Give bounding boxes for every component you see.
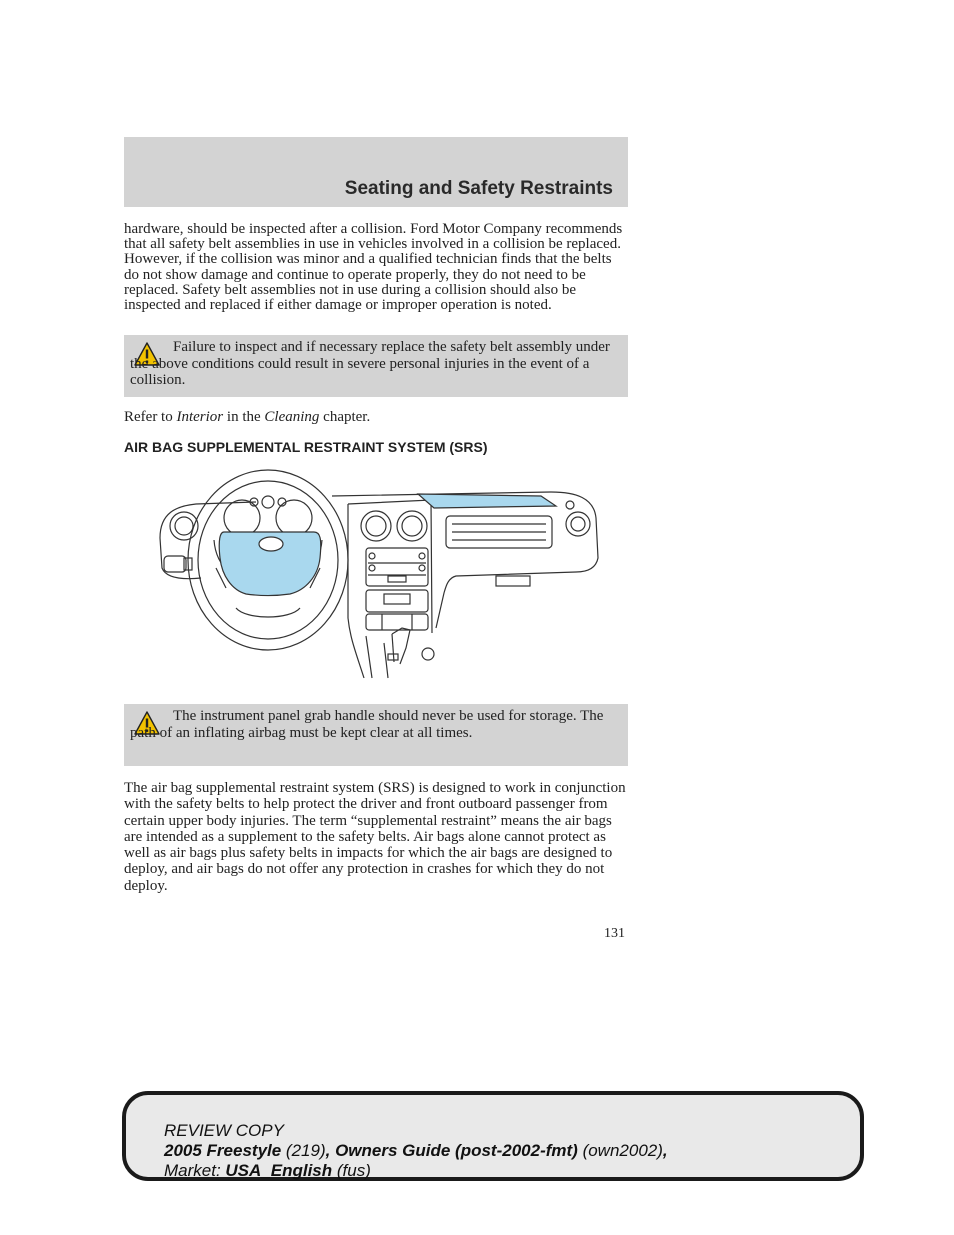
guide-name: Owners Guide (post-2002-fmt) [335,1141,578,1160]
refer-line [124,409,628,426]
section-heading: AIR BAG SUPPLEMENTAL RESTRAINT SYSTEM (SRS) [124,439,488,455]
dashboard-airbag-illustration [156,468,602,680]
model-name: 2005 Freestyle [164,1141,282,1160]
warning-box-2 [124,704,628,766]
chapter-header [124,137,628,207]
model-code: (219) [281,1141,326,1160]
intro-paragraph: hardware, should be inspected after a collision. Ford Motor Company recommends that all safety belt assemblies in use in vehicles involved in a collision be replaced. However, if the collision was minor and a qualified technician finds that the belts do not show damage and continue to operate properly, they do not need to be replaced. Safety belt assemblies not in use during a collision should also be inspected and replaced if either damage or improper operation is noted. [124,221,623,314]
review-market-line [164,1161,668,1181]
warning-box-1 [124,335,628,397]
market-value: USA_English [225,1161,333,1180]
refer-prefix: Refer to [124,409,177,425]
chapter-title: Seating and Safety Restraints [344,178,613,199]
refer-interior: Interior [176,409,224,425]
review-copy-footer [122,1091,864,1181]
market-label: Market: [164,1161,226,1180]
warning-text-1: Failure to inspect and if necessary replace the safety belt assembly under the above conditions could result in severe personal injuries in the event of a collision. [130,339,610,388]
market-code: (fus) [332,1161,371,1180]
warning-text-2: The instrument panel grab handle should never be used for storage. The path of an inflating airbag must be kept clear at all times. [130,708,604,741]
page-number: 131 [604,926,625,941]
refer-suffix: chapter. [319,409,371,425]
review-model-line [164,1141,668,1161]
guide-code: (own2002) [577,1141,663,1160]
separator-2: , [662,1141,668,1160]
refer-cleaning: Cleaning [264,409,320,425]
refer-middle: in the [223,409,265,425]
review-lines [164,1121,668,1181]
separator-1: , [325,1141,336,1160]
srs-paragraph: The air bag supplemental restraint system (SRS) is designed to work in conjunction with the safety belts to help protect the driver and front outboard passenger from certain upper body injuries. The term “supplemental restraint” means the air bags are intended as a supplement to the safety belts. Air bags alone cannot protect as well as air bags plus safety belts in impacts for which the air bags are designed to deploy, and air bags do not offer any protection in crashes for which they do not deploy. [124,780,626,894]
review-copy-label: REVIEW COPY [164,1121,284,1140]
